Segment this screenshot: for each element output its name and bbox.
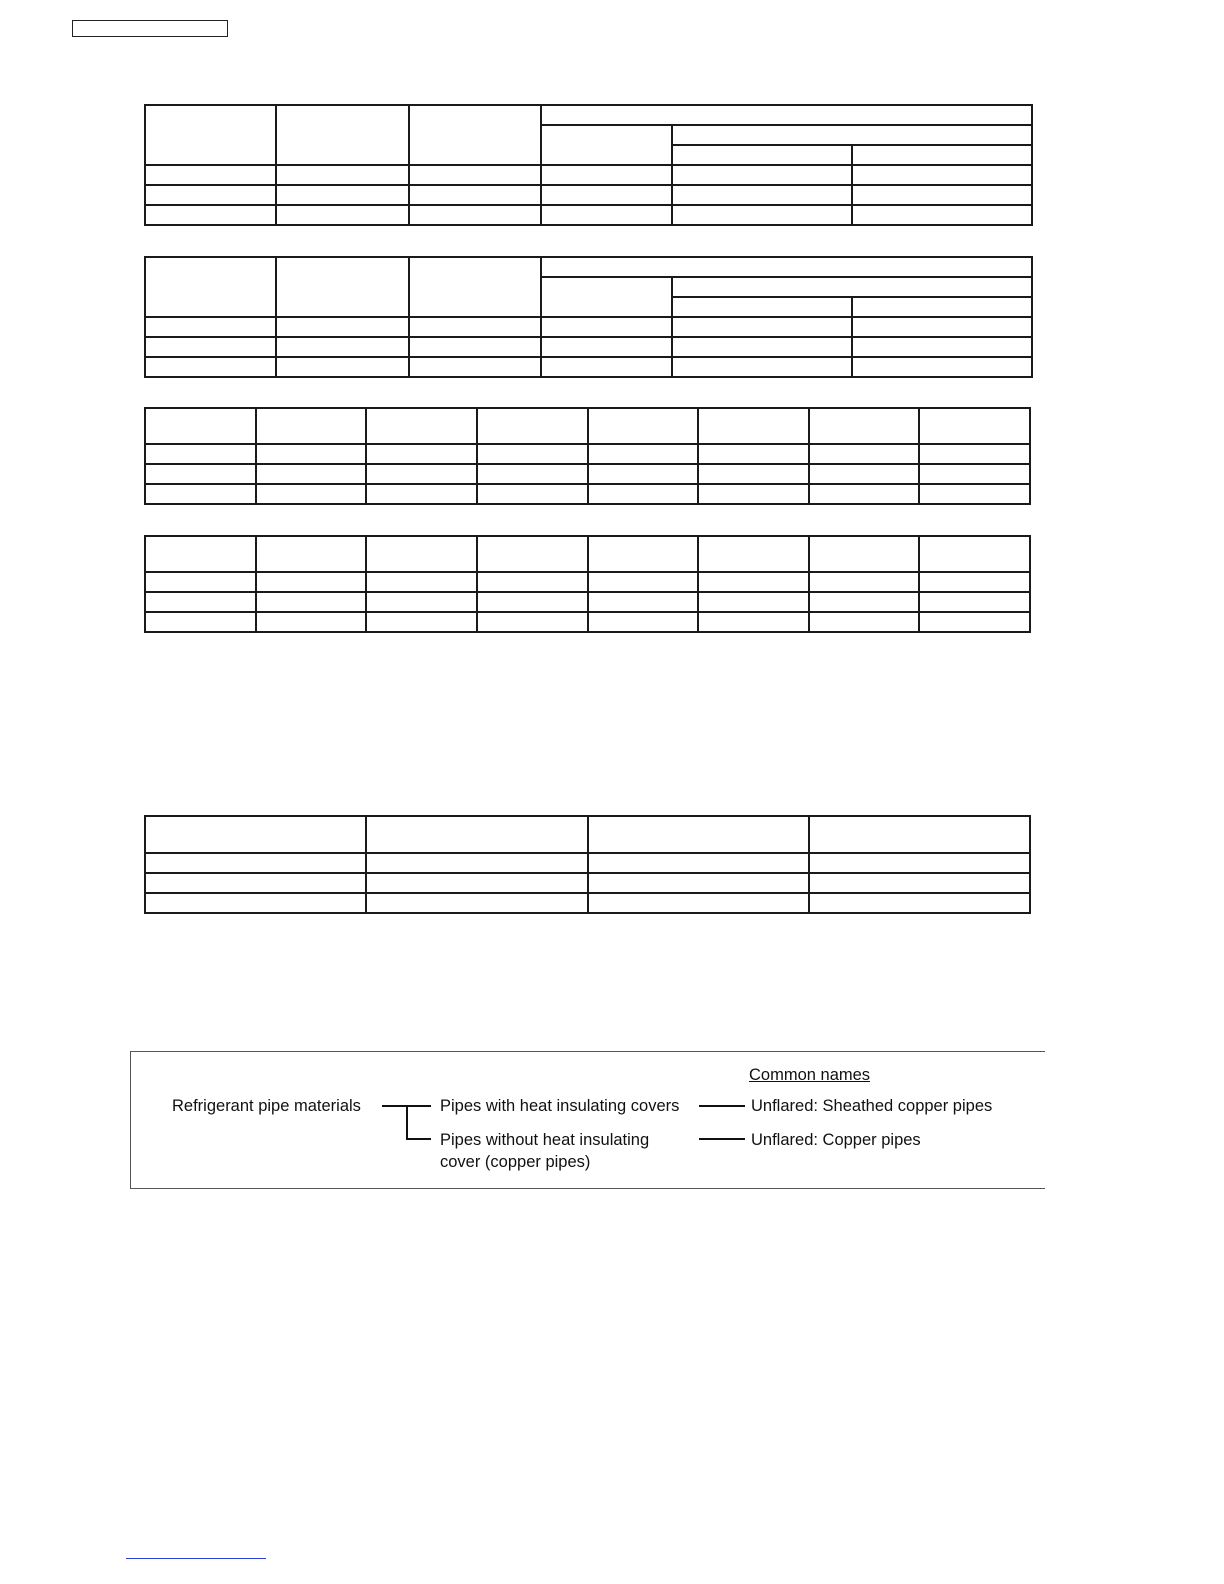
spec-table-3 <box>144 407 1031 505</box>
pipes-without-covers-label: Pipes without heat insulating <box>440 1131 650 1149</box>
table-row <box>145 893 1030 913</box>
table-cell <box>852 297 1032 317</box>
common-names-heading: Common names <box>749 1066 871 1084</box>
table-row <box>145 592 1030 612</box>
refrigerant-pipe-materials-label: Refrigerant pipe materials <box>172 1097 361 1115</box>
table-row <box>145 165 1032 185</box>
bracket-line <box>406 1138 431 1140</box>
table-row <box>145 873 1030 893</box>
header-box <box>72 20 228 37</box>
pipes-without-covers-label-2: cover (copper pipes) <box>440 1153 591 1171</box>
table-cell <box>276 105 409 165</box>
table-cell <box>852 145 1032 165</box>
table-cell <box>145 257 276 317</box>
table-cell <box>541 277 672 317</box>
table-cell <box>672 297 852 317</box>
table-row <box>145 444 1030 464</box>
table-cell <box>276 257 409 317</box>
table-cell <box>541 257 1032 277</box>
table-row <box>145 337 1032 357</box>
table-row <box>145 572 1030 592</box>
table-row <box>145 317 1032 337</box>
connector-line <box>699 1138 745 1140</box>
table-cell <box>409 257 541 317</box>
table-row <box>145 853 1030 873</box>
pipe-materials-diagram <box>130 1051 1045 1189</box>
table-row <box>145 464 1030 484</box>
spec-table-2 <box>144 256 1033 378</box>
table-row <box>145 612 1030 632</box>
copper-pipes-label: Unflared: Copper pipes <box>751 1131 921 1149</box>
spec-table-5 <box>144 815 1031 914</box>
table-cell <box>672 277 1032 297</box>
bracket-line <box>406 1105 408 1139</box>
table-cell <box>672 125 1032 145</box>
spec-table-4 <box>144 535 1031 633</box>
pipes-with-covers-label: Pipes with heat insulating covers <box>440 1097 680 1115</box>
table-cell <box>541 105 1032 125</box>
footer-link-underline[interactable] <box>126 1558 266 1559</box>
table-header-row <box>145 536 1030 572</box>
table-row <box>145 205 1032 225</box>
table-cell <box>672 145 852 165</box>
sheathed-copper-pipes-label: Unflared: Sheathed copper pipes <box>751 1097 993 1115</box>
table-row <box>145 185 1032 205</box>
connector-line <box>699 1105 745 1107</box>
table-cell <box>145 105 276 165</box>
table-header-row <box>145 816 1030 853</box>
table-cell <box>541 125 672 165</box>
table-header-row <box>145 408 1030 444</box>
table-cell <box>409 105 541 165</box>
spec-table-1 <box>144 104 1033 226</box>
table-row <box>145 484 1030 504</box>
table-row <box>145 357 1032 377</box>
